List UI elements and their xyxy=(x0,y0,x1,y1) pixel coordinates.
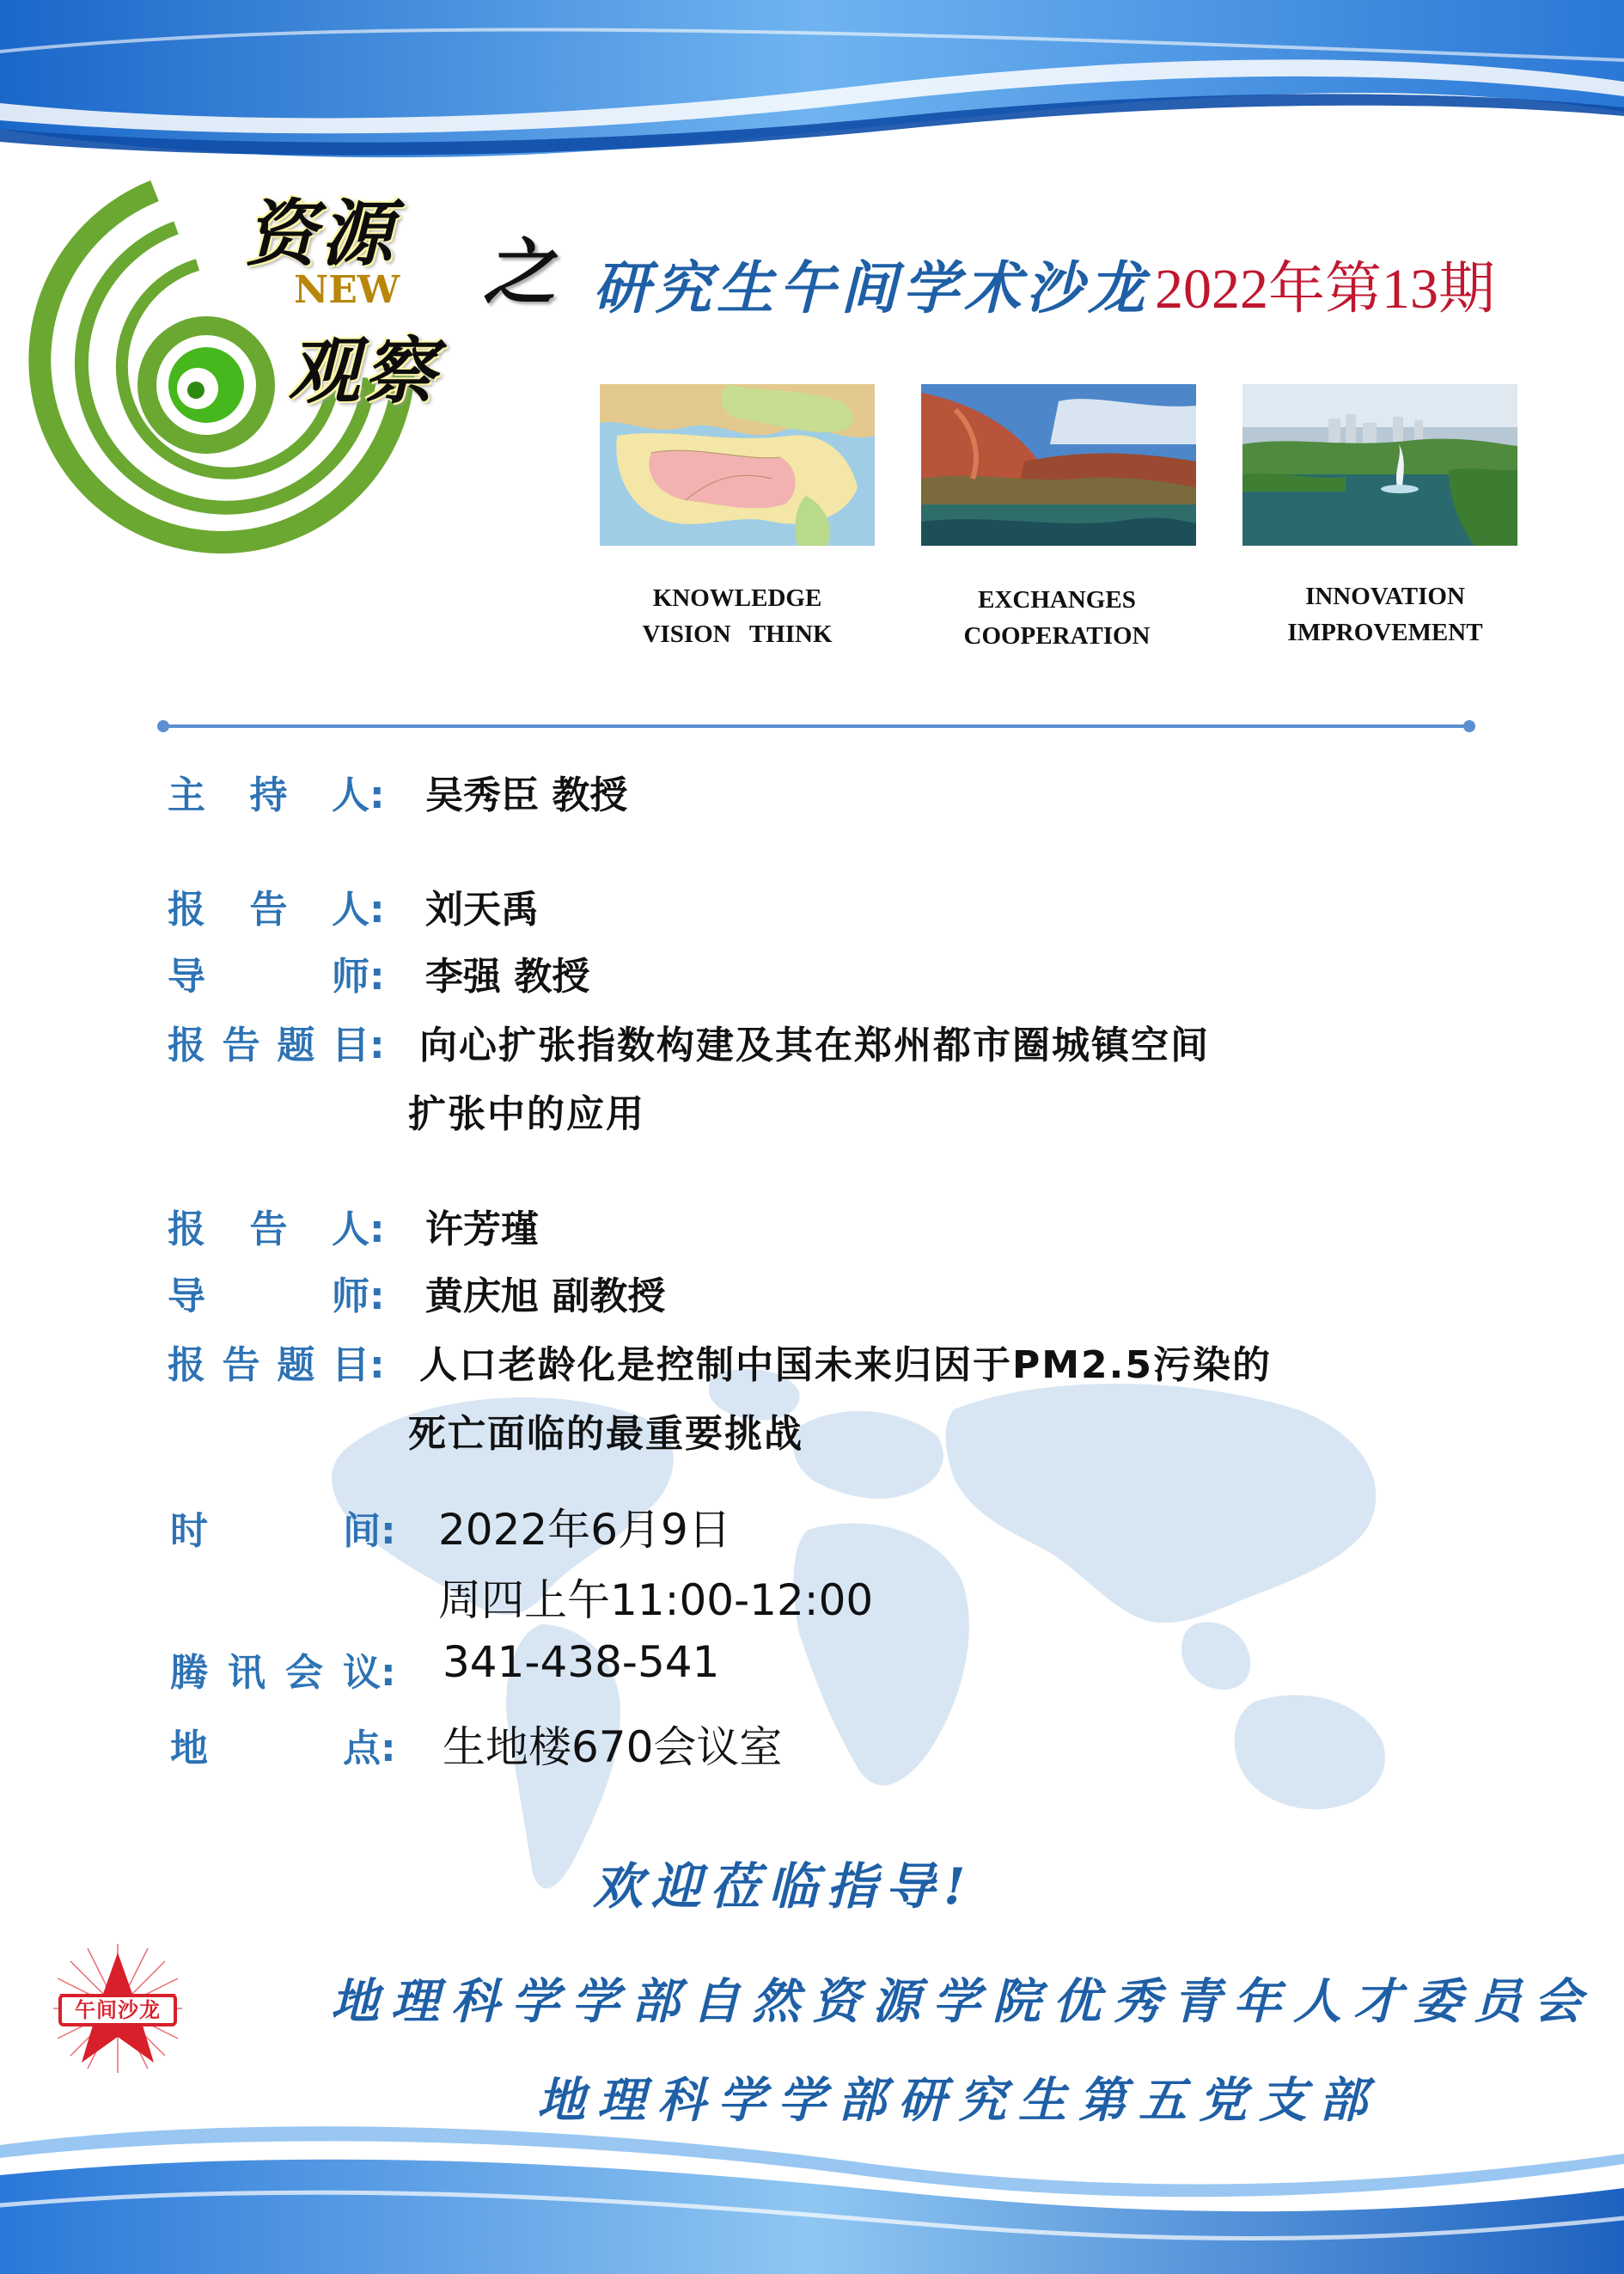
advisor-2-label xyxy=(168,1265,385,1320)
advisor-2-label-text: 导 师 xyxy=(168,1275,369,1318)
colon: : xyxy=(369,888,385,932)
meeting-date: 2022年6月9日 xyxy=(438,1505,731,1555)
speaker-1-name: 刘天禹 xyxy=(425,888,539,932)
topic-1-line-2: 扩张中的应用 xyxy=(408,1092,645,1136)
host-name: 吴秀臣 教授 xyxy=(425,773,628,817)
top-wave-band xyxy=(0,0,1624,172)
colon: : xyxy=(369,1207,385,1251)
caption-line: COOPERATION xyxy=(963,622,1151,650)
logo-word-observe: 观察 xyxy=(288,328,440,413)
tencent-meeting-label-text: 腾讯会议 xyxy=(170,1651,381,1695)
caption-line: IMPROVEMENT xyxy=(1287,619,1483,646)
advisor-1-label-text: 导 师 xyxy=(168,955,369,999)
speaker-2-label xyxy=(168,1198,385,1253)
place-label xyxy=(170,1717,396,1772)
place-label-text: 地 点 xyxy=(170,1727,381,1770)
topic-2-line-1: 人口老龄化是控制中国未来归因于PM2.5污染的 xyxy=(419,1343,1272,1387)
logo xyxy=(26,163,473,576)
caption-line: KNOWLEDGE xyxy=(652,584,822,612)
caption-exchanges xyxy=(894,582,1220,654)
topic-1-label xyxy=(168,1014,385,1069)
meeting-time: 周四上午11:00-12:00 xyxy=(438,1575,874,1625)
host-label-text: 主 持 人 xyxy=(168,773,369,817)
topic-2-line-2: 死亡面临的最重要挑战 xyxy=(408,1412,803,1456)
advisor-2-name: 黄庆旭 副教授 xyxy=(425,1275,666,1318)
time-label-text: 时 间 xyxy=(170,1509,381,1553)
topic-2-label xyxy=(168,1334,385,1389)
colon: : xyxy=(381,1509,396,1553)
divider-dot xyxy=(157,720,169,732)
topic-1-line-1: 向心扩张指数构建及其在郑州都市圈城镇空间 xyxy=(419,1024,1210,1067)
caption-line: EXCHANGES xyxy=(978,586,1136,614)
tencent-meeting-label xyxy=(170,1641,396,1696)
topic-2-label-text: 报告题目 xyxy=(168,1343,369,1387)
speaker-1-label xyxy=(168,878,385,933)
time-label xyxy=(170,1500,396,1555)
header-title xyxy=(593,242,1495,324)
colon: : xyxy=(369,1343,385,1387)
caption-line: VISION THINK xyxy=(642,620,833,648)
tencent-meeting-id: 341-438-541 xyxy=(443,1637,720,1687)
organizer-1: 地理科学学部自然资源学院优秀青年人才委员会 xyxy=(331,1973,1594,2030)
divider xyxy=(163,724,1469,728)
divider-dot xyxy=(1463,720,1475,732)
advisor-1-label xyxy=(168,945,385,1000)
lake-photo xyxy=(1242,384,1517,546)
colon: : xyxy=(369,1024,385,1067)
caption-knowledge xyxy=(574,580,901,652)
salon-stamp xyxy=(53,1944,182,2073)
bottom-wave-band xyxy=(0,2094,1624,2274)
caption-line: INNOVATION xyxy=(1305,583,1465,610)
topic-1-label-text: 报告题目 xyxy=(168,1024,369,1067)
map-photo xyxy=(600,384,875,546)
salon-title: 研究生午间学术沙龙 xyxy=(593,254,1150,321)
colon: : xyxy=(381,1651,396,1695)
speaker-2-name: 许芳瑾 xyxy=(425,1207,539,1251)
organizer-2: 地理科学学部研究生第五党支部 xyxy=(537,2072,1379,2129)
canyon-photo xyxy=(921,384,1196,546)
colon: : xyxy=(369,955,385,999)
colon: : xyxy=(369,773,385,817)
logo-word-new: NEW xyxy=(294,268,400,312)
logo-connector: 之 xyxy=(483,229,556,315)
speaker-1-label-text: 报 告 人 xyxy=(168,888,369,932)
host-label xyxy=(168,764,385,819)
caption-innovation xyxy=(1222,578,1548,651)
colon: : xyxy=(381,1727,396,1770)
stamp-text: 午间沙龙 xyxy=(75,1998,161,2022)
issue-label: 2022年第13期 xyxy=(1155,258,1495,321)
logo-word-resources: 资源 xyxy=(245,191,397,276)
colon: : xyxy=(369,1275,385,1318)
meeting-place: 生地楼670会议室 xyxy=(443,1722,783,1772)
speaker-2-label-text: 报 告 人 xyxy=(168,1207,369,1251)
advisor-1-name: 李强 教授 xyxy=(425,955,590,999)
welcome-message: 欢迎莅临指导! xyxy=(593,1857,974,1916)
